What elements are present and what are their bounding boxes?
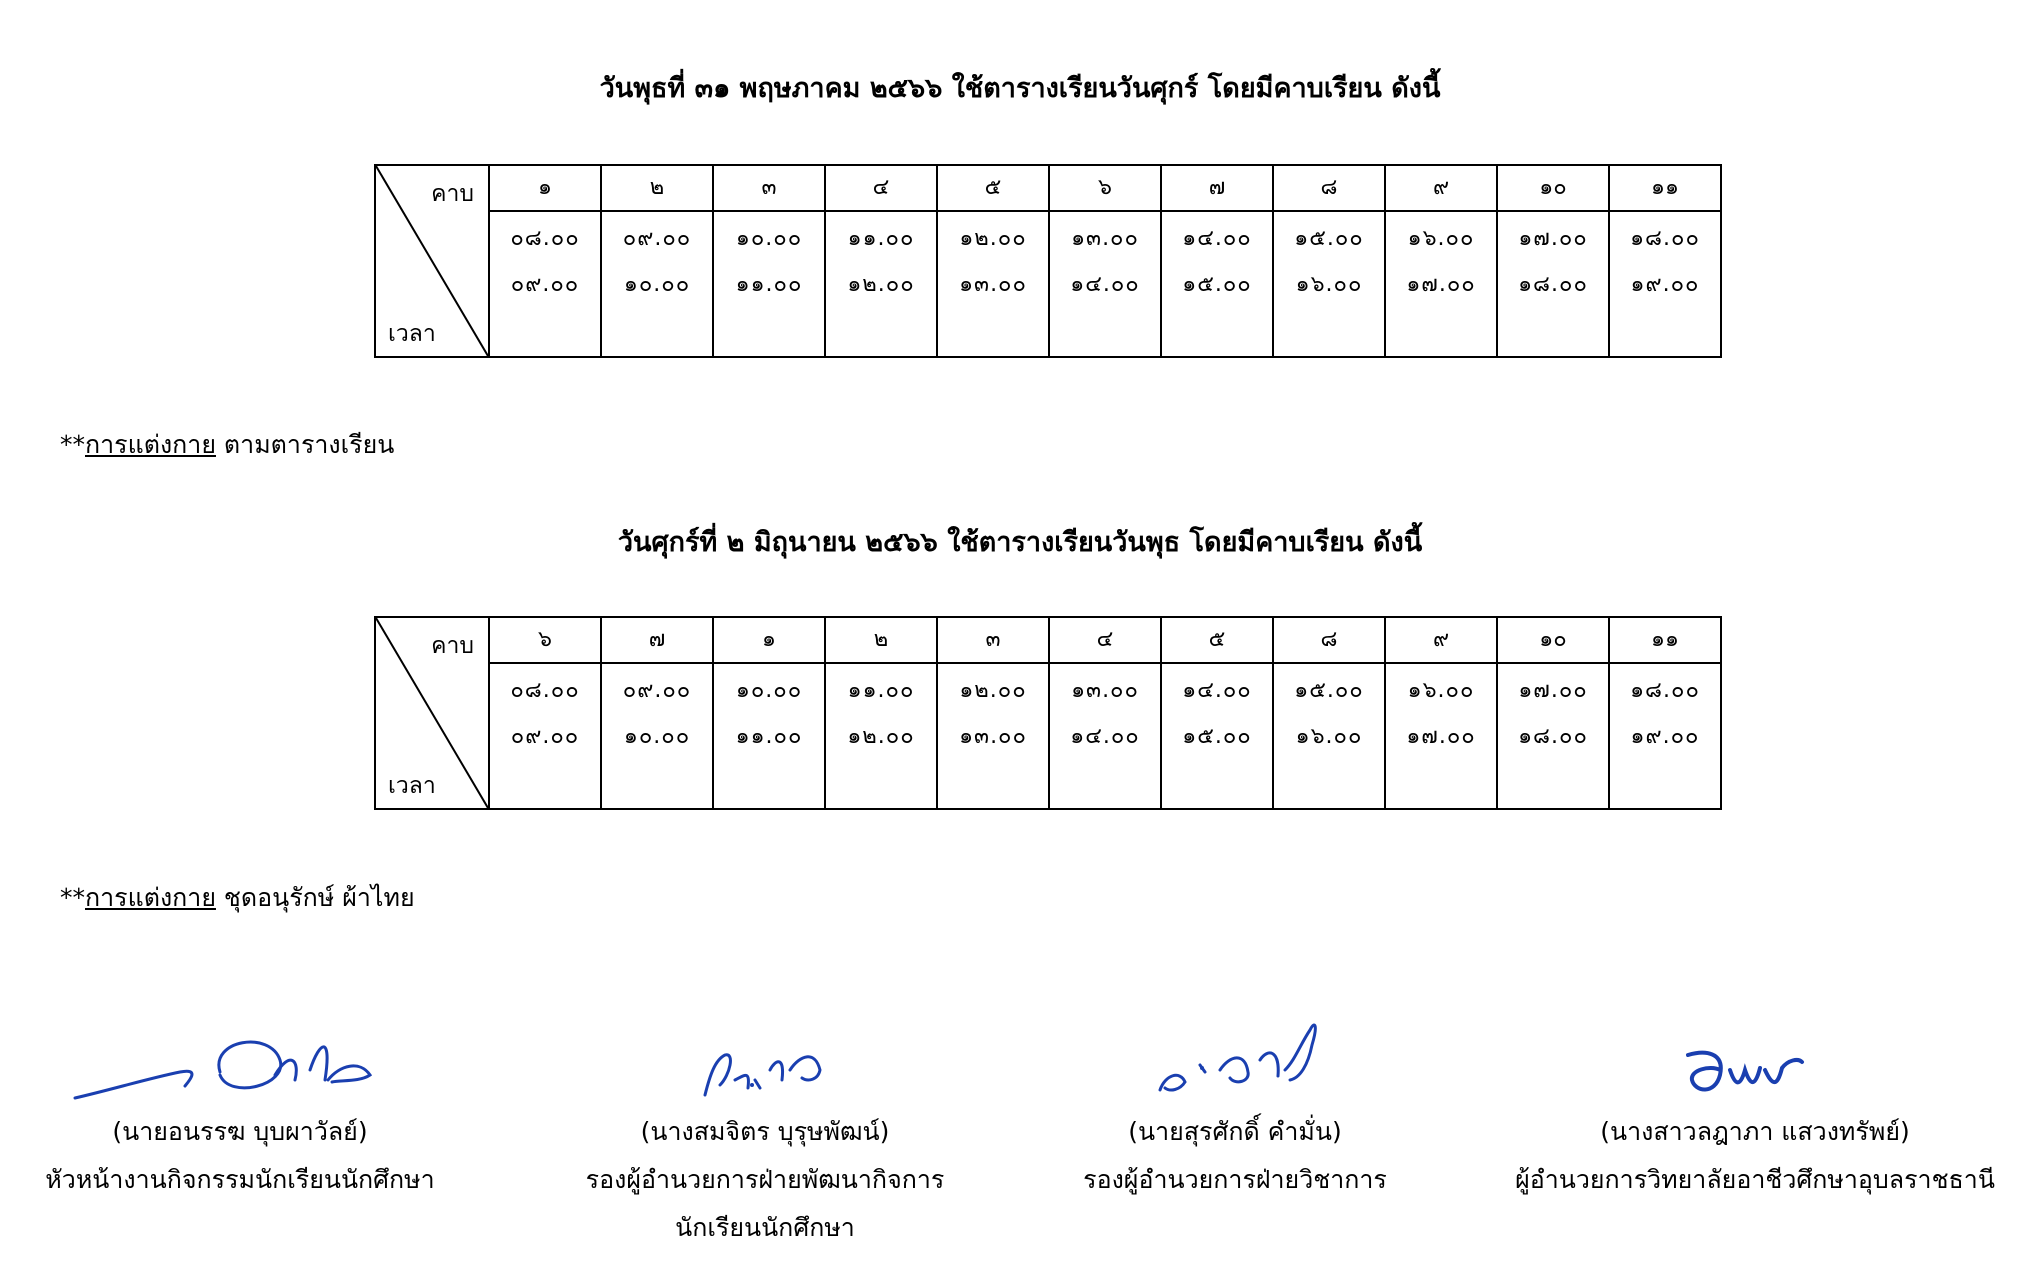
start-time: ๑๑.๐๐ bbox=[847, 678, 915, 703]
start-time: ๑๘.๐๐ bbox=[1630, 226, 1700, 251]
start-time: ๐๙.๐๐ bbox=[622, 226, 692, 251]
end-time: ๑๐.๐๐ bbox=[623, 272, 691, 297]
dress-code-note-1 bbox=[60, 425, 394, 465]
dress-code-note-2 bbox=[60, 878, 415, 918]
time-header: เวลา bbox=[388, 321, 436, 347]
signature-1-image bbox=[70, 1020, 410, 1110]
signatory-4 bbox=[1490, 1108, 2020, 1204]
start-time: ๐๙.๐๐ bbox=[622, 678, 692, 703]
schedule-table-2 bbox=[374, 616, 1722, 810]
time-cell bbox=[825, 663, 937, 809]
period-cell: ๕ bbox=[937, 165, 1049, 211]
end-time: ๑๐.๐๐ bbox=[623, 724, 691, 749]
period-cell: ๔ bbox=[1049, 617, 1161, 663]
time-cell bbox=[1497, 663, 1609, 809]
time-cell bbox=[601, 663, 713, 809]
end-time: ๑๖.๐๐ bbox=[1295, 724, 1363, 749]
start-time: ๑๔.๐๐ bbox=[1182, 226, 1252, 251]
end-time: ๑๘.๐๐ bbox=[1518, 724, 1588, 749]
end-time: ๐๙.๐๐ bbox=[510, 272, 580, 297]
start-time: ๑๔.๐๐ bbox=[1182, 678, 1252, 703]
start-time: ๑๖.๐๐ bbox=[1407, 226, 1475, 251]
period-cell: ๑ bbox=[713, 617, 825, 663]
signatory-name: (นายสุรศักดิ์ คำมั่น) bbox=[1128, 1117, 1342, 1146]
end-time: ๑๘.๐๐ bbox=[1518, 272, 1588, 297]
period-header: คาบ bbox=[431, 633, 474, 659]
end-time: ๑๙.๐๐ bbox=[1630, 724, 1700, 749]
start-time: ๑๐.๐๐ bbox=[735, 226, 803, 251]
signatory-position: รองผู้อำนวยการฝ่ายวิชาการ bbox=[1083, 1165, 1387, 1194]
end-time: ๑๓.๐๐ bbox=[959, 272, 1027, 297]
end-time: ๑๕.๐๐ bbox=[1182, 724, 1252, 749]
start-time: ๑๑.๐๐ bbox=[847, 226, 915, 251]
time-cell bbox=[1273, 211, 1385, 357]
end-time: ๑๑.๐๐ bbox=[735, 272, 803, 297]
period-cell: ๖ bbox=[1049, 165, 1161, 211]
end-time: ๑๒.๐๐ bbox=[847, 272, 915, 297]
time-cell bbox=[1273, 663, 1385, 809]
table2-title: วันศุกร์ที่ ๒ มิถุนายน ๒๕๖๖ ใช้ตารางเรียนวันพุธ โดยมีคาบเรียน ดังนี้ bbox=[617, 527, 1423, 558]
period-cell: ๔ bbox=[825, 165, 937, 211]
end-time: ๑๔.๐๐ bbox=[1070, 272, 1140, 297]
time-cell bbox=[1609, 211, 1721, 357]
signatory-position: หัวหน้างานกิจกรรมนักเรียนนักศึกษา bbox=[45, 1165, 435, 1194]
period-cell: ๑ bbox=[489, 165, 601, 211]
note-text: ชุดอนุรักษ์ ผ้าไทย bbox=[215, 883, 415, 912]
start-time: ๑๐.๐๐ bbox=[735, 678, 803, 703]
period-cell: ๓ bbox=[713, 165, 825, 211]
period-cell: ๓ bbox=[937, 617, 1049, 663]
time-cell bbox=[713, 211, 825, 357]
signatory-3 bbox=[1035, 1108, 1435, 1204]
period-cell: ๕ bbox=[1161, 617, 1273, 663]
period-cell: ๒ bbox=[825, 617, 937, 663]
time-cell bbox=[1161, 663, 1273, 809]
period-cell: ๘ bbox=[1273, 165, 1385, 211]
signatory-name: (นางสมจิตร บุรุษพัฒน์) bbox=[640, 1117, 890, 1146]
start-time: ๑๘.๐๐ bbox=[1630, 678, 1700, 703]
period-header: คาบ bbox=[431, 181, 474, 207]
end-time: ๐๙.๐๐ bbox=[510, 724, 580, 749]
end-time: ๑๔.๐๐ bbox=[1070, 724, 1140, 749]
signatory-position: รองผู้อำนวยการฝ่ายพัฒนากิจการ bbox=[585, 1165, 945, 1194]
time-cell bbox=[1497, 211, 1609, 357]
signature-2-image bbox=[690, 1040, 840, 1110]
time-cell bbox=[1385, 663, 1497, 809]
note-text: ตามตารางเรียน bbox=[215, 430, 395, 459]
note-label: การแต่งกาย bbox=[85, 883, 216, 912]
period-cell: ๑๑ bbox=[1609, 165, 1721, 211]
start-time: ๑๕.๐๐ bbox=[1294, 226, 1364, 251]
time-cell bbox=[937, 663, 1049, 809]
period-cell: ๙ bbox=[1385, 617, 1497, 663]
signature-4-image bbox=[1680, 1040, 1810, 1100]
note-label: การแต่งกาย bbox=[85, 430, 216, 459]
end-time: ๑๗.๐๐ bbox=[1406, 272, 1476, 297]
time-cell bbox=[489, 663, 601, 809]
end-time: ๑๓.๐๐ bbox=[959, 724, 1027, 749]
signatory-position-line2: นักเรียนนักศึกษา bbox=[675, 1213, 855, 1242]
time-cell bbox=[1049, 211, 1161, 357]
start-time: ๑๒.๐๐ bbox=[959, 226, 1027, 251]
end-time: ๑๗.๐๐ bbox=[1406, 724, 1476, 749]
start-time: ๑๕.๐๐ bbox=[1294, 678, 1364, 703]
start-time: ๑๓.๐๐ bbox=[1071, 226, 1139, 251]
time-cell bbox=[1161, 211, 1273, 357]
table1-title: วันพุธที่ ๓๑ พฤษภาคม ๒๕๖๖ ใช้ตารางเรียนวันศุกร์ โดยมีคาบเรียน ดังนี้ bbox=[599, 73, 1441, 104]
start-time: ๑๗.๐๐ bbox=[1518, 678, 1588, 703]
schedule-table-1 bbox=[374, 164, 1722, 358]
time-cell bbox=[937, 211, 1049, 357]
period-cell: ๑๐ bbox=[1497, 617, 1609, 663]
table-corner-cell bbox=[375, 617, 489, 809]
period-cell: ๙ bbox=[1385, 165, 1497, 211]
period-cell: ๒ bbox=[601, 165, 713, 211]
start-time: ๐๘.๐๐ bbox=[510, 226, 580, 251]
note-prefix: ** bbox=[60, 883, 85, 912]
end-time: ๑๑.๐๐ bbox=[735, 724, 803, 749]
period-cell: ๗ bbox=[1161, 165, 1273, 211]
start-time: ๑๗.๐๐ bbox=[1518, 226, 1588, 251]
time-cell bbox=[489, 211, 601, 357]
end-time: ๑๒.๐๐ bbox=[847, 724, 915, 749]
note-prefix: ** bbox=[60, 430, 85, 459]
signatory-name: (นางสาวลฎาภา แสวงทรัพย์) bbox=[1600, 1117, 1910, 1146]
period-cell: ๘ bbox=[1273, 617, 1385, 663]
time-cell bbox=[1385, 211, 1497, 357]
table-corner-cell bbox=[375, 165, 489, 357]
start-time: ๑๓.๐๐ bbox=[1071, 678, 1139, 703]
period-cell: ๑๐ bbox=[1497, 165, 1609, 211]
time-cell bbox=[713, 663, 825, 809]
signatory-position: ผู้อำนวยการวิทยาลัยอาชีวศึกษาอุบลราชธานี bbox=[1515, 1165, 1995, 1194]
signatory-name: (นายอนรรฆ บุบผาวัลย์) bbox=[112, 1117, 368, 1146]
period-cell: ๑๑ bbox=[1609, 617, 1721, 663]
signature-3-image bbox=[1150, 1010, 1330, 1100]
time-cell bbox=[1609, 663, 1721, 809]
time-cell bbox=[601, 211, 713, 357]
period-cell: ๖ bbox=[489, 617, 601, 663]
time-cell bbox=[825, 211, 937, 357]
start-time: ๑๒.๐๐ bbox=[959, 678, 1027, 703]
time-header: เวลา bbox=[388, 773, 436, 799]
end-time: ๑๙.๐๐ bbox=[1630, 272, 1700, 297]
start-time: ๐๘.๐๐ bbox=[510, 678, 580, 703]
start-time: ๑๖.๐๐ bbox=[1407, 678, 1475, 703]
period-cell: ๗ bbox=[601, 617, 713, 663]
end-time: ๑๕.๐๐ bbox=[1182, 272, 1252, 297]
signatory-1 bbox=[40, 1108, 440, 1204]
signatory-2 bbox=[555, 1108, 975, 1252]
time-cell bbox=[1049, 663, 1161, 809]
end-time: ๑๖.๐๐ bbox=[1295, 272, 1363, 297]
